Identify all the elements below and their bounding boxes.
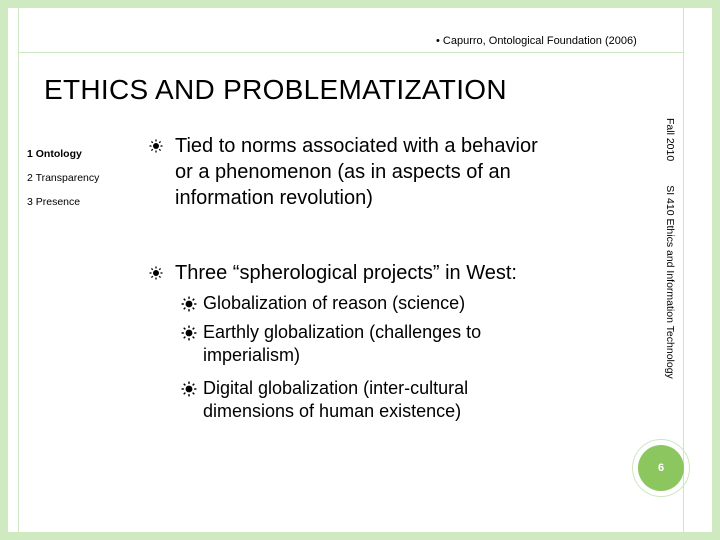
course-label: SI 410 Ethics and Information Technology: [664, 185, 676, 379]
subbullet-2-text: [203, 321, 481, 367]
page-number-label: 6: [657, 462, 665, 474]
frame-left: [0, 0, 8, 540]
subbullet-3-line-2: dimensions of human existence): [203, 401, 462, 421]
subbullet-1-text: [203, 292, 465, 315]
subbullet-2-line-2: imperialism): [203, 345, 301, 365]
page-number: [638, 445, 684, 491]
bullet-1-line-1: Tied to norms associated with a behavior: [175, 135, 538, 157]
subbullet-2-line-1: Earthly globalization (challenges to: [203, 322, 482, 342]
frame-bottom: [0, 532, 720, 540]
header-divider: [18, 52, 684, 53]
bullet-2-line-1: Three “spherological projects” in West:: [175, 262, 517, 284]
side-caption: [660, 118, 676, 418]
bullet-sun-icon: [149, 260, 169, 286]
subbullet-3-line-1: Digital globalization (inter-cultural: [203, 378, 469, 398]
subbullet-sun-icon: [181, 293, 201, 316]
frame-top: [0, 0, 720, 8]
bullet-1-line-2: or a phenomenon (as in aspects of an: [175, 161, 511, 183]
frame-right: [712, 0, 720, 540]
subbullet-sun-icon: [181, 378, 201, 401]
nav-item-ontology: 1 Ontology: [27, 148, 82, 160]
subbullet-3-text: [203, 377, 468, 423]
bullet-2-text: [175, 260, 517, 286]
bullet-1-line-3: information revolution): [175, 187, 373, 209]
citation: • Capurro, Ontological Foundation (2006): [436, 35, 637, 47]
slide-title: ETHICS AND PROBLEMATIZATION: [44, 74, 507, 105]
nav-item-presence: 3 Presence: [27, 196, 81, 208]
subbullet-1-line-1: Globalization of reason (science): [203, 293, 466, 313]
subbullet-sun-icon: [181, 322, 201, 345]
bullet-sun-icon: [149, 133, 169, 159]
term-label: Fall 2010: [664, 118, 676, 162]
section-nav: [27, 148, 99, 220]
nav-item-transparency: 2 Transparency: [27, 172, 100, 184]
bullet-1-text: [175, 133, 538, 211]
